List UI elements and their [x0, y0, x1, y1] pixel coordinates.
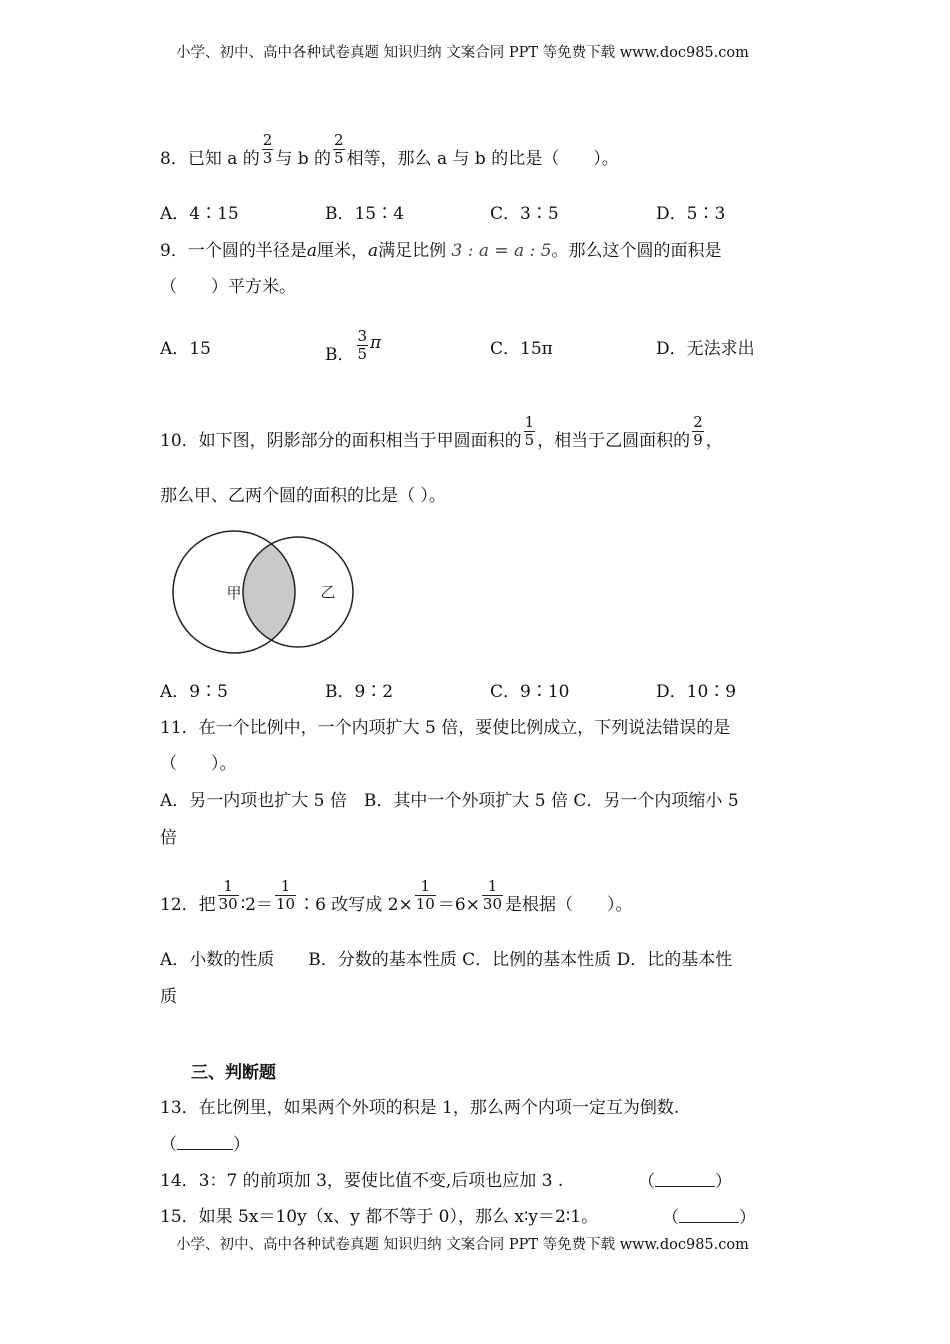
question-13: 13．在比例里，如果两个外项的积是 1，那么两个内项一定互为倒数. — [160, 1098, 680, 1118]
q15-answer-blank: （ ） — [662, 1208, 756, 1228]
q8-text-post: 相等，那么 a 与 b 的比是（ ）。 — [346, 149, 619, 169]
q10-line-2: 那么甲、乙两个圆的面积的比是（ ）。 — [160, 486, 446, 506]
q10-option-a: A．9∶5 — [160, 682, 228, 702]
q13-answer-blank: （ ） — [160, 1135, 250, 1155]
q14-answer-blank: （ ） — [638, 1172, 732, 1192]
q9-text-mid: 厘米， — [316, 241, 368, 261]
page-header: 小学、初中、高中各种试卷真题 知识归纳 文案合同 PPT 等免费下载 www.doc985.com — [176, 45, 749, 61]
q9-text-pre: 9．一个圆的半径是 — [160, 241, 307, 261]
q9-line-2: （ ）平方米。 — [160, 277, 296, 297]
question-15: 15．如果 5x＝10y（x、y 都不等于 0），那么 x∶y＝2∶1。 — [160, 1207, 599, 1227]
q10-fraction-2: $\frac{2}{9}$ — [693, 413, 703, 449]
q8-text-mid: 与 b 的 — [275, 149, 332, 169]
q10-option-b: B．9∶2 — [325, 682, 394, 702]
q8-option-d: D．5∶3 — [656, 204, 726, 224]
q11-options-wrap: 倍 — [160, 828, 177, 848]
question-9 — [160, 240, 722, 262]
question-14: 14．3：7 的前项加 3，要使比值不变,后项也应加 3 . — [160, 1171, 564, 1191]
q10-text-pre: 10．如下图，阴影部分的面积相当于甲圆面积的 — [160, 431, 522, 451]
q9-text-post: 。那么这个圆的面积是 — [551, 241, 722, 261]
q10-text-post: ， — [705, 431, 723, 451]
q9-var-a-2: a — [367, 241, 379, 261]
q9-var-a: a — [306, 241, 317, 261]
q10-text-mid: ，相当于乙圆面积的 — [537, 431, 691, 451]
answer-blank[interactable] — [679, 1206, 739, 1223]
question-11: 11．在一个比例中，一个内项扩大 5 倍，要使比例成立，下列说法错误的是 — [160, 718, 731, 738]
q9-option-b: B． $\frac{3}{5}$ π — [325, 327, 382, 365]
q8-option-a: A．4∶15 — [160, 204, 239, 224]
q12-fraction-4: $\frac{1}{30}$ — [482, 877, 503, 913]
question-8 — [160, 131, 619, 177]
question-10 — [160, 413, 723, 459]
pi-symbol: π — [370, 333, 382, 353]
q9-option-a: A．15 — [160, 339, 211, 359]
answer-blank[interactable] — [655, 1170, 715, 1187]
q11-line-2: （ ）。 — [160, 754, 237, 774]
question-12: 12．把 $\frac{1}{30}$ ∶2＝ $\frac{1}{10}$ ∶6 改写成 2× $\frac{1}{10}$ ＝6× $\frac{1}{30}$ 是根据（ ）。 — [160, 877, 633, 915]
q12-options-wrap: 质 — [160, 987, 177, 1007]
q9-option-d: D．无法求出 — [656, 339, 755, 359]
q8-text-pre: 8．已知 a 的 — [160, 149, 260, 169]
q10-option-d: D．10∶9 — [656, 682, 737, 702]
q9-formula: 3 : a = a : 5 — [451, 241, 552, 261]
q12-fraction-1: $\frac{1}{30}$ — [218, 877, 238, 913]
circle-yi-label: 乙 — [320, 583, 336, 601]
page-footer: 小学、初中、高中各种试卷真题 知识归纳 文案合同 PPT 等免费下载 www.doc985.com — [176, 1237, 749, 1253]
section-title-judgement: 三、判断题 — [191, 1063, 276, 1083]
q8-option-b: B．15∶4 — [325, 204, 404, 224]
q8-fraction-2: $\frac{2}{5}$ — [334, 131, 344, 167]
venn-diagram — [170, 525, 410, 660]
q9-text-mid2: 满足比例 — [378, 241, 447, 261]
q11-options: A．另一内项也扩大 5 倍 B．其中一个外项扩大 5 倍 C．另一个内项缩小 5 — [160, 791, 739, 811]
q10-option-c: C．9∶10 — [490, 682, 570, 702]
q12-options: A．小数的性质 B．分数的基本性质 C．比例的基本性质 D．比的基本性 — [160, 950, 733, 970]
q8-fraction-1: $\frac{2}{3}$ — [262, 131, 273, 167]
answer-blank[interactable] — [177, 1133, 233, 1150]
q9-option-c: C．15π — [490, 339, 553, 359]
q8-option-c: C．3∶5 — [490, 204, 559, 224]
circle-jia-label: 甲 — [226, 584, 242, 602]
q12-fraction-3: $\frac{1}{10}$ — [415, 877, 435, 913]
q12-fraction-2: $\frac{1}{10}$ — [275, 877, 296, 913]
q10-fraction-1: $\frac{1}{5}$ — [524, 413, 535, 449]
q9-option-b-fraction: $\frac{3}{5}$ — [357, 327, 368, 363]
